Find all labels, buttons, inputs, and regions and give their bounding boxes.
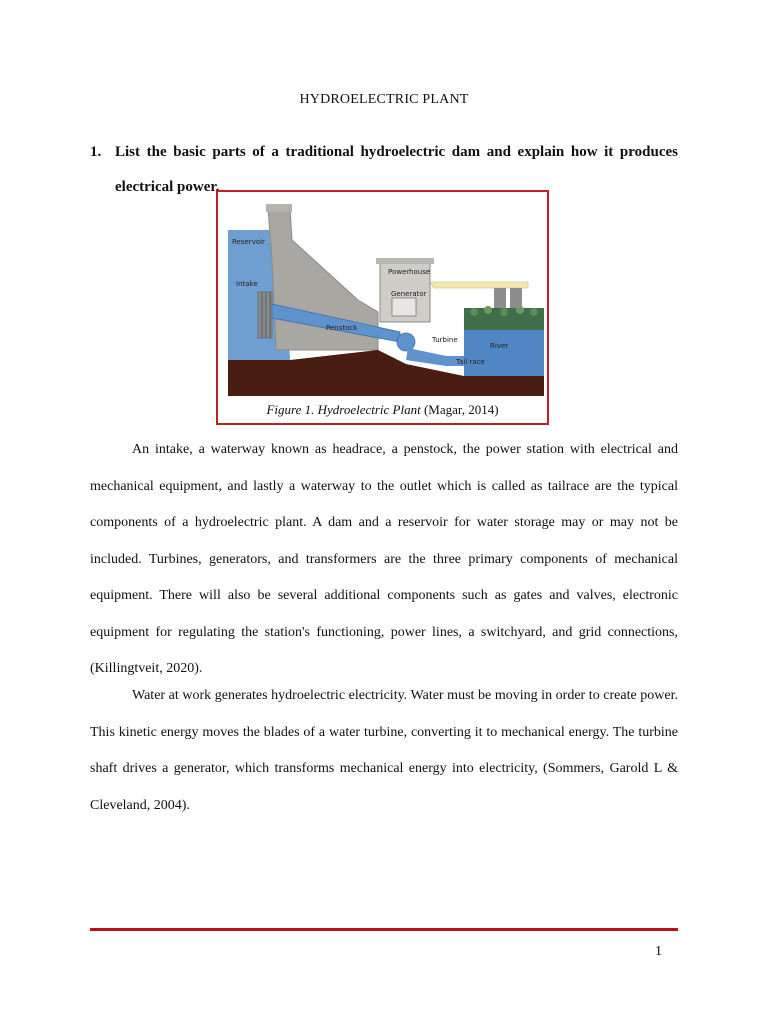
hydroelectric-diagram xyxy=(228,200,544,396)
transmission-tower xyxy=(494,288,506,308)
dam-crest xyxy=(266,204,292,212)
question-text: List the basic parts of a traditional hydroelectric dam and explain how it produces electrical power. xyxy=(115,144,678,195)
turbine-wheel xyxy=(397,333,415,351)
river-water xyxy=(464,328,544,376)
caption-citation: (Magar, 2014) xyxy=(423,402,499,417)
label-river: River xyxy=(490,342,509,350)
label-penstock: Penstock xyxy=(326,324,358,332)
document-title: HYDROELECTRIC PLANT xyxy=(299,92,469,107)
paragraph-2-text: Water at work generates hydroelectric electricity. Water must be moving in order to create power. This kinetic energy moves the blades of a water turbine, converting it to mechanical energy. The turbine shaft drives a generator, which transforms mechanical energy into electricity, (Sommers, Garold L & Cleveland, 2004). xyxy=(90,688,678,813)
label-turbine: Turbine xyxy=(432,336,458,344)
label-tail-race: Tail race xyxy=(456,358,485,366)
powerhouse-roof xyxy=(376,258,434,264)
paragraph-generation xyxy=(90,678,678,824)
page-number: 1 xyxy=(655,944,662,959)
paragraph-components xyxy=(90,432,678,688)
question-number: 1. xyxy=(90,144,102,160)
generator-unit xyxy=(392,298,416,316)
label-intake: Intake xyxy=(236,280,258,288)
footer-rule xyxy=(90,928,678,931)
caption-title: Figure 1. Hydroelectric Plant xyxy=(266,402,421,417)
label-reservoir: Reservoir xyxy=(232,238,265,246)
label-generator: Generator xyxy=(391,290,427,298)
figure-frame xyxy=(216,190,549,425)
power-line xyxy=(430,282,528,288)
figure-caption xyxy=(218,402,547,418)
paragraph-1-text: An intake, a waterway known as headrace, a penstock, the power station with electrical and mechanical equipment, and lastly a waterway to the outlet which is called as tailrace are the typical components of a hydroelectric plant. A dam and a reservoir for water storage may or may not be included. Turbines, generators, and transformers are the three primary components of mechanical equipment. There will also be several additional components such as gates and valves, electronic equipment for regulating the station's functioning, power lines, a switchyard, and grid connections, (Killingtveit, 2020). xyxy=(90,442,678,676)
label-powerhouse: Powerhouse xyxy=(388,268,431,276)
